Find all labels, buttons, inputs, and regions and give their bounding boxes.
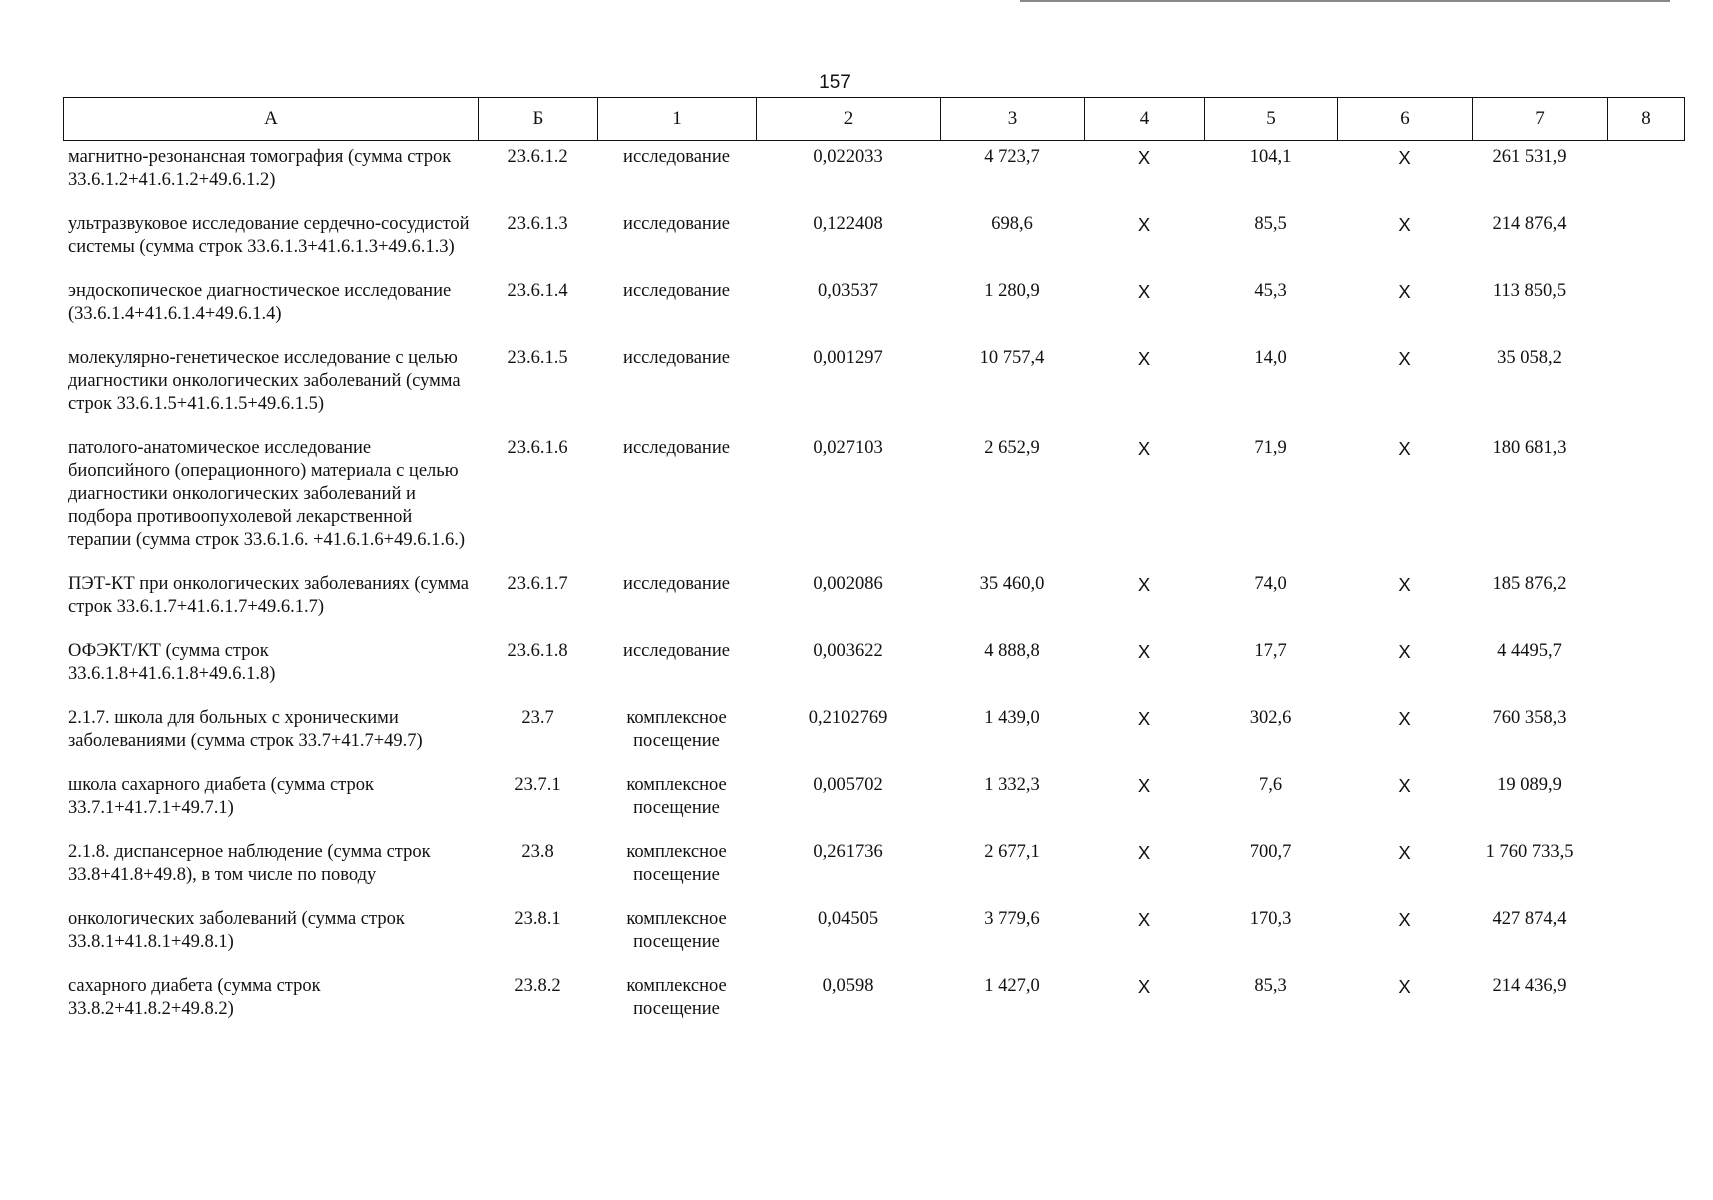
cell-col-8 <box>1607 146 1684 213</box>
cell-col-6: X <box>1398 574 1411 595</box>
cell-description: сахарного диабета (сумма строк 33.8.2+41.8.2+49.8.2) <box>68 976 321 1019</box>
cell-col-5: 17,7 <box>1254 641 1287 661</box>
cell-line-code: 23.8.1 <box>514 909 561 929</box>
cell-col-8 <box>1607 707 1684 774</box>
cell-unit: исследование <box>623 147 730 167</box>
table-row <box>63 707 1684 774</box>
cell-col-5: 14,0 <box>1254 348 1287 368</box>
table-body <box>63 146 1684 1042</box>
cell-col-2: 0,0598 <box>822 976 874 996</box>
cell-col-7: 19 089,9 <box>1497 775 1562 795</box>
cell-description: онкологических заболеваний (сумма строк 33.8.1+41.8.1+49.8.1) <box>68 909 405 952</box>
cell-col-8 <box>1607 774 1684 841</box>
cell-col-7: 185 876,2 <box>1492 574 1567 594</box>
header-col-1: 1 <box>598 98 757 141</box>
cell-col-6: X <box>1398 281 1411 302</box>
table-row <box>63 640 1684 707</box>
cell-unit: комплексное посещение <box>626 775 727 818</box>
cell-description: ультразвуковое исследование сердечно-сосудистой системы (сумма строк 33.6.1.3+41.6.1.3+49.6.1.3) <box>68 214 470 257</box>
cell-col-3: 1 280,9 <box>984 281 1040 301</box>
cell-description: патолого-анатомическое исследование биопсийного (операционного) материала с целью диагностики онкологических заболеваний и подбора противоопухолевой лекарственной терапии (сумма строк 33.6.1.6. +41.6.1.6+49.6.1.6.) <box>68 438 466 550</box>
cell-col-4: X <box>1137 438 1151 459</box>
cell-line-code: 23.7 <box>521 708 554 728</box>
table-row <box>63 437 1684 573</box>
cell-col-5: 104,1 <box>1249 147 1292 167</box>
cell-line-code: 23.6.1.4 <box>507 281 568 301</box>
cell-col-3: 1 439,0 <box>984 708 1040 728</box>
table-row <box>63 347 1684 437</box>
cell-col-5: 85,5 <box>1254 214 1287 234</box>
cell-description: молекулярно-генетическое исследование с целью диагностики онкологических заболеваний (сумма строк 33.6.1.5+41.6.1.5+49.6.1.5) <box>68 348 461 414</box>
header-col-5: 5 <box>1205 98 1338 141</box>
cell-line-code: 23.6.1.7 <box>507 574 568 594</box>
cell-description: 2.1.8. диспансерное наблюдение (сумма строк 33.8+41.8+49.8), в том числе по поводу <box>68 842 431 885</box>
cell-unit: исследование <box>623 281 730 301</box>
cell-description: школа сахарного диабета (сумма строк 33.7.1+41.7.1+49.7.1) <box>68 775 374 818</box>
cell-col-3: 4 888,8 <box>984 641 1040 661</box>
table-row <box>63 908 1684 975</box>
cell-col-2: 0,005702 <box>813 775 883 795</box>
top-rule <box>1020 0 1670 2</box>
cell-col-7: 1 760 733,5 <box>1485 842 1574 862</box>
cell-line-code: 23.6.1.8 <box>507 641 568 661</box>
cell-col-4: X <box>1137 976 1151 997</box>
cell-col-7: 180 681,3 <box>1492 438 1567 458</box>
header-col-3: 3 <box>941 98 1085 141</box>
cell-unit: исследование <box>623 574 730 594</box>
cell-col-3: 3 779,6 <box>984 909 1040 929</box>
cell-col-2: 0,122408 <box>813 214 883 234</box>
cell-description: магнитно-резонансная томография (сумма строк 33.6.1.2+41.6.1.2+49.6.1.2) <box>68 147 452 190</box>
cell-col-4: X <box>1137 574 1151 595</box>
header-col-b: Б <box>479 98 598 141</box>
cell-col-5: 45,3 <box>1254 281 1287 301</box>
cell-col-2: 0,027103 <box>813 438 883 458</box>
cell-col-6: X <box>1398 147 1411 168</box>
cell-col-4: X <box>1137 708 1151 729</box>
cell-unit: комплексное посещение <box>626 976 727 1019</box>
cell-col-8 <box>1607 347 1684 437</box>
data-table <box>63 146 1684 1042</box>
cell-col-5: 302,6 <box>1249 708 1292 728</box>
cell-col-6: X <box>1398 909 1411 930</box>
cell-unit: исследование <box>623 348 730 368</box>
cell-col-6: X <box>1398 775 1411 796</box>
cell-col-6: X <box>1398 976 1411 997</box>
cell-col-3: 1 332,3 <box>984 775 1040 795</box>
cell-description: эндоскопическое диагностическое исследование (33.6.1.4+41.6.1.4+49.6.1.4) <box>68 281 452 324</box>
table-row <box>63 975 1684 1042</box>
cell-col-8 <box>1607 975 1684 1042</box>
cell-col-2: 0,001297 <box>813 348 883 368</box>
table-row <box>63 213 1684 280</box>
cell-col-7: 4 4495,7 <box>1497 641 1562 661</box>
cell-col-8 <box>1607 280 1684 347</box>
cell-col-2: 0,03537 <box>817 281 879 301</box>
cell-col-8 <box>1607 437 1684 573</box>
cell-col-4: X <box>1137 842 1151 863</box>
cell-col-4: X <box>1137 214 1151 235</box>
cell-col-5: 85,3 <box>1254 976 1287 996</box>
cell-col-7: 214 436,9 <box>1492 976 1567 996</box>
cell-col-7: 261 531,9 <box>1492 147 1567 167</box>
cell-col-4: X <box>1137 775 1151 796</box>
table-row <box>63 146 1684 213</box>
cell-unit: исследование <box>623 438 730 458</box>
cell-col-2: 0,2102769 <box>808 708 888 728</box>
cell-col-3: 1 427,0 <box>984 976 1040 996</box>
cell-line-code: 23.7.1 <box>514 775 561 795</box>
cell-col-3: 2 652,9 <box>984 438 1040 458</box>
header-col-2: 2 <box>757 98 941 141</box>
cell-line-code: 23.8.2 <box>514 976 561 996</box>
cell-col-4: X <box>1137 909 1151 930</box>
cell-col-4: X <box>1137 641 1151 662</box>
cell-col-6: X <box>1398 348 1411 369</box>
cell-col-4: X <box>1137 348 1151 369</box>
header-col-7: 7 <box>1473 98 1608 141</box>
cell-col-6: X <box>1398 214 1411 235</box>
cell-col-5: 7,6 <box>1258 775 1283 795</box>
header-col-6: 6 <box>1338 98 1473 141</box>
header-row <box>64 98 1685 141</box>
page-number: 157 <box>819 72 851 93</box>
cell-line-code: 23.8 <box>521 842 554 862</box>
cell-line-code: 23.6.1.6 <box>507 438 568 458</box>
cell-col-2: 0,261736 <box>813 842 883 862</box>
cell-description: ОФЭКТ/КТ (сумма строк 33.6.1.8+41.6.1.8+49.6.1.8) <box>68 641 276 684</box>
cell-col-4: X <box>1137 147 1151 168</box>
cell-unit: комплексное посещение <box>626 842 727 885</box>
cell-col-8 <box>1607 573 1684 640</box>
cell-col-6: X <box>1398 641 1411 662</box>
cell-col-7: 214 876,4 <box>1492 214 1567 234</box>
cell-col-7: 35 058,2 <box>1497 348 1562 368</box>
table-row <box>63 573 1684 640</box>
header-col-a: А <box>64 98 479 141</box>
cell-col-3: 35 460,0 <box>979 574 1045 594</box>
cell-unit: комплексное посещение <box>626 708 727 751</box>
cell-col-8 <box>1607 213 1684 280</box>
cell-col-8 <box>1607 841 1684 908</box>
cell-unit: исследование <box>623 214 730 234</box>
cell-col-3: 10 757,4 <box>979 348 1045 368</box>
header-col-4: 4 <box>1085 98 1205 141</box>
cell-unit: исследование <box>623 641 730 661</box>
cell-col-5: 170,3 <box>1249 909 1292 929</box>
cell-col-2: 0,022033 <box>813 147 883 167</box>
cell-col-7: 760 358,3 <box>1492 708 1567 728</box>
cell-description: ПЭТ-КТ при онкологических заболеваниях (сумма строк 33.6.1.7+41.6.1.7+49.6.1.7) <box>68 574 470 617</box>
table-row <box>63 280 1684 347</box>
cell-col-6: X <box>1398 842 1411 863</box>
table-row <box>63 774 1684 841</box>
cell-col-5: 74,0 <box>1254 574 1287 594</box>
cell-col-3: 698,6 <box>991 214 1033 234</box>
cell-col-5: 700,7 <box>1249 842 1292 862</box>
cell-col-7: 427 874,4 <box>1492 909 1567 929</box>
cell-col-6: X <box>1398 438 1411 459</box>
cell-col-7: 113 850,5 <box>1492 281 1567 301</box>
cell-col-3: 2 677,1 <box>984 842 1040 862</box>
cell-unit: комплексное посещение <box>626 909 727 952</box>
cell-col-2: 0,003622 <box>813 641 883 661</box>
column-header-table <box>63 97 1685 141</box>
table-row <box>63 841 1684 908</box>
cell-line-code: 23.6.1.5 <box>507 348 568 368</box>
cell-col-4: X <box>1137 281 1151 302</box>
cell-col-2: 0,04505 <box>817 909 879 929</box>
cell-line-code: 23.6.1.3 <box>507 214 568 234</box>
cell-col-6: X <box>1398 708 1411 729</box>
cell-col-3: 4 723,7 <box>984 147 1040 167</box>
cell-col-8 <box>1607 640 1684 707</box>
cell-col-8 <box>1607 908 1684 975</box>
cell-description: 2.1.7. школа для больных с хроническими заболеваниями (сумма строк 33.7+41.7+49.7) <box>68 708 423 751</box>
cell-line-code: 23.6.1.2 <box>507 147 568 167</box>
cell-col-2: 0,002086 <box>813 574 883 594</box>
header-col-8: 8 <box>1608 98 1685 141</box>
cell-col-5: 71,9 <box>1254 438 1287 458</box>
